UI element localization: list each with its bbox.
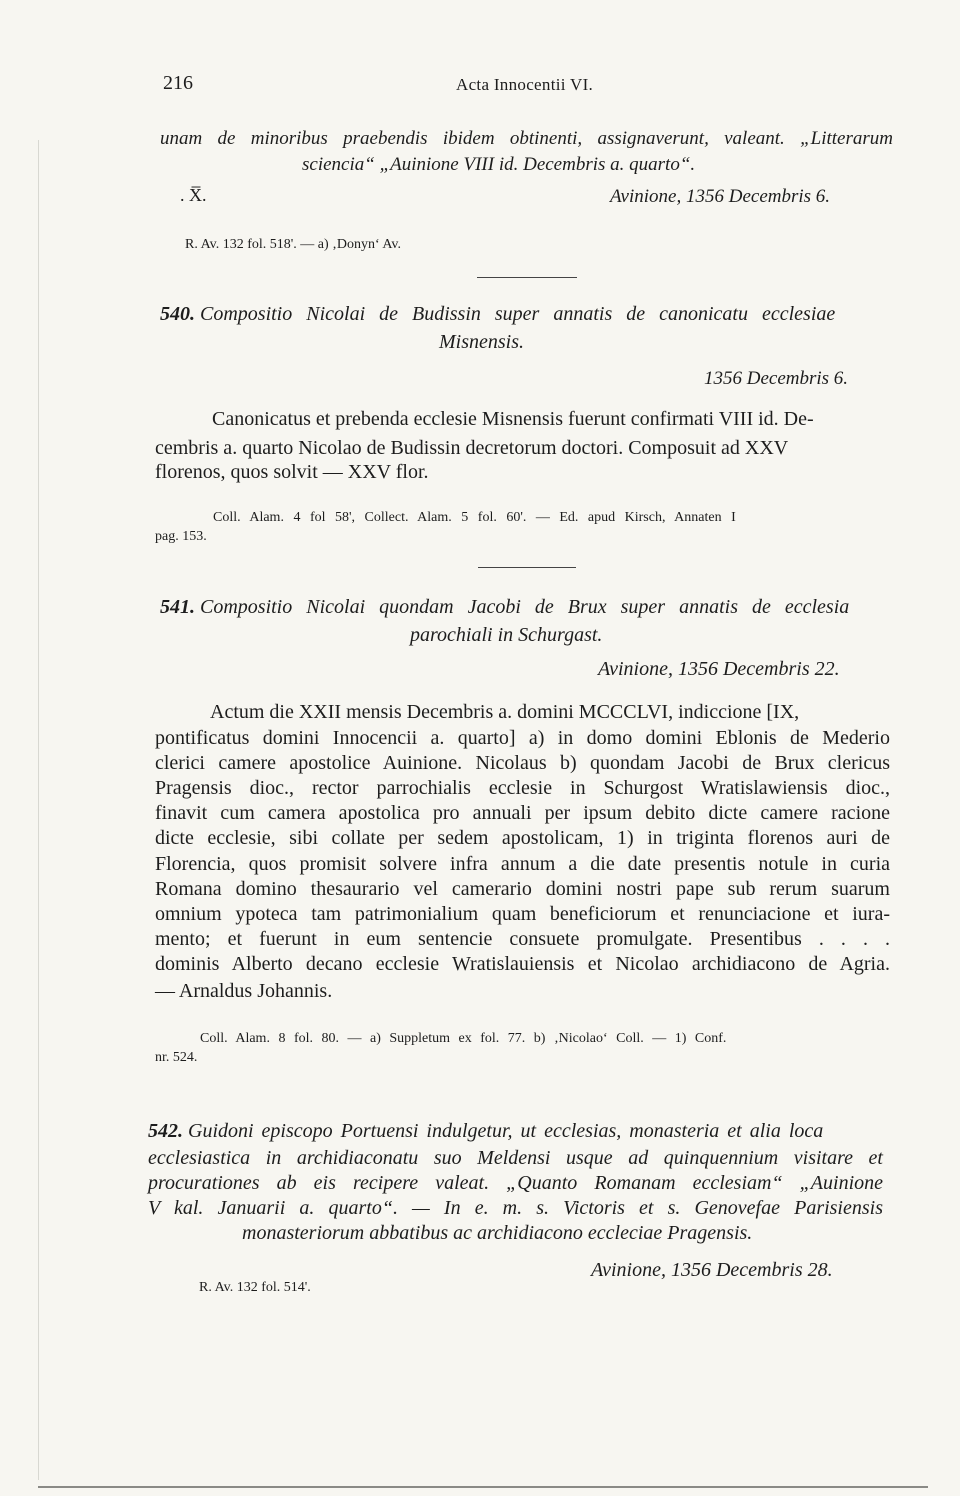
entry-542-date: Avinione, 1356 Decembris 28. [591, 1259, 833, 1281]
entry-541-body-line-3: clerici camere apostolice Auinione. Nicolaus b) quondam Jacobi de Brux clericus [155, 752, 890, 774]
entry-541-note-line-2: nr. 524. [155, 1050, 198, 1065]
entry-541-date: Avinione, 1356 Decembris 22. [598, 658, 840, 680]
entry-542-text-part: Guidoni episcopo Portuensi indulgetur, ut ecclesias, monasteria et alia loca [188, 1120, 824, 1142]
entry-542-text-line-1 [148, 1120, 883, 1143]
entry-541-body-line-6: dicte ecclesie, sibi collate per sedem apostolicam, 1) in triginta florenos auri de [155, 827, 890, 849]
entry-540-title-text: Compositio Nicolai de Budissin super annatis de canonicatu ecclesiae [200, 303, 836, 325]
entry-540-title-line-2: Misnensis. [439, 331, 524, 353]
entry-542-source: R. Av. 132 fol. 514'. [199, 1280, 311, 1295]
running-title: Acta Innocentii VI. [456, 75, 594, 94]
entry-541-title-line-2: parochiali in Schurgast. [410, 624, 603, 646]
scan-margin-line [38, 140, 39, 1480]
entry-541-number: 541. [160, 596, 195, 618]
entry-541-body-line-9: omnium ypoteca tam patrimonialium quam beneficiorum et renunciacione et iura- [155, 903, 890, 925]
entry-540-body-line-3: florenos, quos solvit — XXV flor. [155, 461, 429, 483]
continuation-line-1: unam de minoribus praebendis ibidem obtinenti, assignaverunt, valeant. „Litterarum [160, 128, 893, 149]
separator-rule [478, 567, 576, 568]
entry-541-body-line-5: finavit cum camera apostolica pro annuali per ipsum debito dicte camere racione [155, 802, 890, 824]
entry-540-body-line-1: Canonicatus et prebenda ecclesie Misnensis fuerunt confirmati VIII id. De- [212, 408, 814, 430]
roman-mark: . X̅. [180, 185, 207, 205]
separator-rule [477, 277, 577, 278]
entry-541-note-line-1: Coll. Alam. 8 fol. 80. — a) Suppletum ex fol. 77. b) ‚Nicolao‘ Coll. — 1) Conf. [200, 1031, 727, 1046]
entry-542-text-line-4: V kal. Januarii a. quarto“. — In e. m. s. Victoris et s. Genovefae Parisiensis [148, 1197, 883, 1219]
entry-540-number: 540. [160, 303, 195, 325]
entry-540-note-line-1: Coll. Alam. 4 fol 58', Collect. Alam. 5 fol. 60'. — Ed. apud Kirsch, Annaten I [213, 510, 736, 525]
continuation-line-2: sciencia“ „Auinione VIII id. Decembris a. quarto“. [302, 154, 696, 175]
entry-541-body-line-11: dominis Alberto decano ecclesie Wratislauiensis et Nicolao archidiacono de Agria. [155, 953, 890, 975]
entry-540-body-line-2: cembris a. quarto Nicolao de Budissin decretorum doctori. Composuit ad XXV [155, 437, 789, 459]
entry-541-body-line-4: Pragensis dioc., rector parrochialis ecclesie in Schurgost Wratislawiensis dioc., [155, 777, 890, 799]
entry-542-number: 542. [148, 1120, 183, 1142]
entry-541-body-line-10: mento; et fuerunt in eum sentencie consuete promulgate. Presentibus . . . . [155, 928, 890, 950]
top-source: R. Av. 132 fol. 518'. — a) ‚Donyn‘ Av. [185, 237, 402, 252]
top-date: Avinione, 1356 Decembris 6. [610, 186, 831, 207]
entry-541-body-line-2: pontificatus domini Innocencii a. quarto] a) in domo domini Eblonis de Mederio [155, 727, 890, 749]
entry-540-note-line-2: pag. 153. [155, 529, 207, 544]
entry-542-text-line-2: ecclesiastica in archidiaconatu suo Meldensi usque ad quinquennium visitare et [148, 1147, 883, 1169]
scan-bottom-line [38, 1486, 928, 1488]
entry-541-title-text: Compositio Nicolai quondam Jacobi de Brux super annatis de ecclesia [200, 596, 850, 618]
entry-541-body-line-8: Romana domino thesaurario vel camerario domini nostri pape sub rerum suarum [155, 878, 890, 900]
entry-541-title-line-1 [160, 596, 849, 619]
page-number: 216 [163, 72, 193, 94]
entry-542-text-line-3: procurationes ab eis recipere valeat. „Quanto Romanam ecclesiam“ „Auinione [148, 1172, 883, 1194]
entry-540-date: 1356 Decembris 6. [704, 368, 849, 389]
entry-540-title-line-1 [160, 303, 835, 326]
entry-541-body-line-1: Actum die XXII mensis Decembris a. domini MCCCLVI, indiccione [IX, [210, 701, 800, 723]
entry-542-text-line-5: monasteriorum abbatibus ac archidiacono eccleciae Pragensis. [242, 1222, 753, 1244]
entry-541-body-line-12: — Arnaldus Johannis. [155, 980, 333, 1002]
entry-541-body-line-7: Florencia, quos promisit solvere infra annum a die date presentis notule in curia [155, 853, 890, 875]
